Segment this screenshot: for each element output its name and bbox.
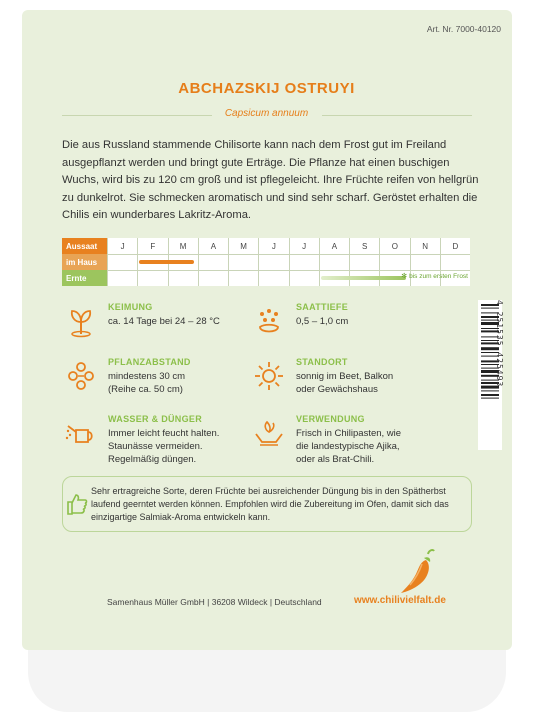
frost-note [401, 272, 468, 280]
label-im-haus: im Haus [62, 254, 107, 270]
seed-depth-icon [250, 302, 288, 340]
label-ernte: Ernte [62, 270, 107, 286]
sowing-calendar [62, 238, 470, 286]
calendar-row-ernte [62, 270, 470, 286]
ernte-cell-7 [289, 270, 319, 286]
im-haus-cell-7 [289, 254, 319, 270]
watering-can-icon [62, 414, 100, 452]
month-cell-11: N [410, 238, 440, 254]
tip-box [62, 476, 472, 532]
plant-spacing-icon [62, 357, 100, 395]
info-standort [250, 357, 393, 396]
standort-heading: STANDORT [296, 357, 348, 367]
company-address: Samenhaus Müller GmbH | 36208 Wildeck | Deutschland [107, 597, 322, 607]
standort-line-2: oder Gewächshaus [296, 384, 378, 395]
calendar-month-row [62, 238, 470, 254]
im-haus-cell-11 [410, 254, 440, 270]
wasser-heading: WASSER & DÜNGER [108, 414, 203, 424]
im-haus-cell-5 [228, 254, 258, 270]
im-haus-cell-12 [440, 254, 470, 270]
im-haus-cells [107, 254, 470, 270]
verwendung-line-3: oder als Brat-Chili. [296, 454, 375, 465]
im-haus-cell-4 [198, 254, 228, 270]
im-haus-period-bar [139, 260, 193, 264]
info-pflanzabstand [62, 357, 191, 396]
verwendung-line-2: die landestypische Ajika, [296, 441, 400, 452]
frost-note-text: bis zum ersten Frost [409, 272, 468, 280]
variety-description: Die aus Russland stammende Chilisorte kann nach dem Frost gut im Freiland ausgepflanzt werden und bringt gute Erträge. Die Pflanze hat einen buschigen Wuchs, wird bis zu 120 cm groß und ist pflegeleicht. Ihre Früchte reifen von hellgrün zu dunkelrot. Sie schmecken aromatisch und sind sehr scharf. Geröstet erhalten die Chilis ein wunderbares Lakritz-Aroma. [62, 139, 479, 221]
snowflake-icon: ✻ [401, 273, 408, 280]
tip-text: Sehr ertragreiche Sorte, deren Früchte bei ausreichender Düngung bis in den Spätherbst laufend geerntet werden können. Empfohlen wird die Zubereitung im Ofen, damit sich das einzigartige Salmiak-Aroma entwickeln kann. [91, 485, 449, 522]
month-cell-10: O [379, 238, 409, 254]
wasser-line-2: Staunässe vermeiden. [108, 441, 203, 452]
im-haus-cell-9 [349, 254, 379, 270]
chili-pepper-icon [398, 548, 438, 601]
month-cell-1: J [107, 238, 137, 254]
article-number: Art. Nr. 7000-40120 [426, 24, 501, 34]
month-cell-6: J [258, 238, 288, 254]
info-wasser-duenger [62, 414, 219, 466]
month-cell-9: S [349, 238, 379, 254]
ernte-cell-6 [258, 270, 288, 286]
sun-icon [250, 357, 288, 395]
packet-bottom-flap [28, 650, 506, 712]
keimung-heading: KEIMUNG [108, 302, 153, 312]
saattiefe-text: 0,5 – 1,0 cm [296, 316, 349, 327]
keimung-text: ca. 14 Tage bei 24 – 28 °C [108, 316, 220, 327]
thumbs-up-icon [63, 490, 91, 518]
website-link[interactable]: www.chilivielfalt.de [354, 595, 446, 606]
month-cell-8: A [319, 238, 349, 254]
standort-line-1: sonnig im Beet, Balkon [296, 371, 394, 382]
im-haus-cell-6 [258, 254, 288, 270]
seedling-icon [62, 302, 100, 340]
wasser-line-1: Immer leicht feucht halten. [108, 428, 220, 439]
month-cell-4: A [198, 238, 228, 254]
pflanzabstand-line-1: mindestens 30 cm [108, 371, 186, 382]
ernte-cell-1 [107, 270, 137, 286]
im-haus-cell-8 [319, 254, 349, 270]
verwendung-line-1: Frisch in Chilipasten, wie [296, 428, 402, 439]
ernte-cells [107, 270, 470, 286]
saattiefe-heading: SAATTIEFE [296, 302, 349, 312]
ernte-cell-5 [228, 270, 258, 286]
month-header-cells [107, 238, 470, 254]
info-verwendung [250, 414, 401, 466]
ernte-period-bar [321, 276, 406, 280]
month-cell-7: J [289, 238, 319, 254]
ernte-cell-3 [168, 270, 198, 286]
calendar-row-im-haus [62, 254, 470, 270]
month-cell-2: F [137, 238, 167, 254]
pflanzabstand-line-2: (Reihe ca. 50 cm) [108, 384, 183, 395]
pflanzabstand-heading: PFLANZABSTAND [108, 357, 191, 367]
info-saattiefe [250, 302, 348, 340]
botanical-name: Capsicum annuum [224, 108, 309, 119]
month-cell-12: D [440, 238, 470, 254]
verwendung-heading: VERWENDUNG [296, 414, 365, 424]
info-keimung [62, 302, 220, 340]
label-aussaat: Aussaat [62, 238, 107, 254]
barcode-number: 4 251535 425493 [495, 300, 504, 388]
ernte-cell-2 [137, 270, 167, 286]
wasser-line-3: Regelmäßig düngen. [108, 454, 197, 465]
month-cell-5: M [228, 238, 258, 254]
im-haus-cell-10 [379, 254, 409, 270]
variety-title: ABCHAZSKIJ OSTRUYI [178, 80, 355, 97]
hands-leaf-icon [250, 414, 288, 452]
ernte-cell-4 [198, 270, 228, 286]
im-haus-cell-1 [107, 254, 137, 270]
month-cell-3: M [168, 238, 198, 254]
